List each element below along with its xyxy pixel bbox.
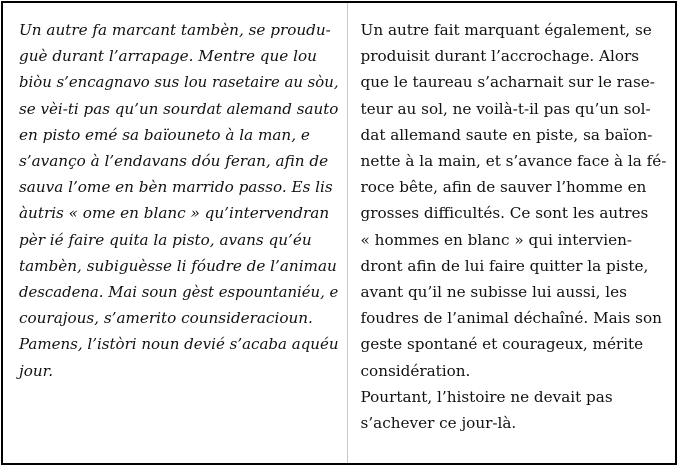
text-line: Un autre fait marquant également, se (360, 21, 652, 39)
text-line: « hommes en blanc » qui intervien- (360, 230, 632, 249)
text-line: en pisto emé sa baïouneto à la man, e (19, 125, 310, 144)
text-line: foudres de l’animal déchaîné. Mais son (360, 309, 662, 328)
french-column (348, 3, 677, 463)
text-line: nette à la main, et s’avance face à la fé- (360, 152, 667, 171)
bilingual-text-table (1, 1, 677, 465)
text-line: dront afin de lui faire quitter la piste, (360, 256, 649, 275)
text-line: roce bête, afin de sauver l’homme en (360, 178, 647, 197)
text-line: guè durant l’arrapage. Mentre que lou (19, 47, 317, 66)
text-line: se vèi-ti pas qu’un sourdat alemand sauto (19, 99, 339, 118)
text-line: s’avanço à l’endavans dóu feran, afin de (19, 152, 329, 171)
text-line: s’achever ce jour-là. (360, 414, 517, 433)
text-line: produisit durant l’accrochage. Alors (360, 47, 640, 66)
text-line: geste spontané et courageux, mérite (360, 335, 644, 354)
text-line: dat allemand saute en piste, sa baïon- (360, 125, 653, 144)
text-line: avant qu’il ne subisse lui aussi, les (360, 283, 627, 302)
text-line: tambèn, subiguèsse li fóudre de l’animau (19, 256, 337, 275)
text-line: descadena. Mai soun gèst espountaniéu, e (19, 283, 339, 302)
text-line: Pamens, l’istòri noun devié s’acaba aquéu (19, 335, 339, 354)
text-line: courajous, s’amerito counsideracioun. (19, 309, 313, 328)
text-line: jour. (19, 361, 54, 380)
text-line: considération. (360, 361, 471, 380)
text-line: biòu s’encagnavo sus lou rasetaire au sòu, (19, 73, 339, 92)
text-line: pèr ié faire quita la pisto, avans qu’éu (19, 230, 312, 249)
text-line: Pourtant, l’histoire ne devait pas (360, 387, 613, 406)
text-line: teur au sol, ne voilà-t-il pas qu’un sol- (360, 99, 651, 118)
text-line: àutris « ome en blanc » qu’intervendran (19, 204, 330, 223)
text-line: que le taureau s’acharnait sur le rase- (360, 73, 655, 92)
occitan-column (3, 3, 348, 463)
text-line: grosses difficultés. Ce sont les autres (360, 204, 649, 223)
text-line: sauva l’ome en bèn marrido passo. Es lis (19, 178, 333, 197)
text-line: Un autre fa marcant tambèn, se proudu- (19, 21, 331, 39)
